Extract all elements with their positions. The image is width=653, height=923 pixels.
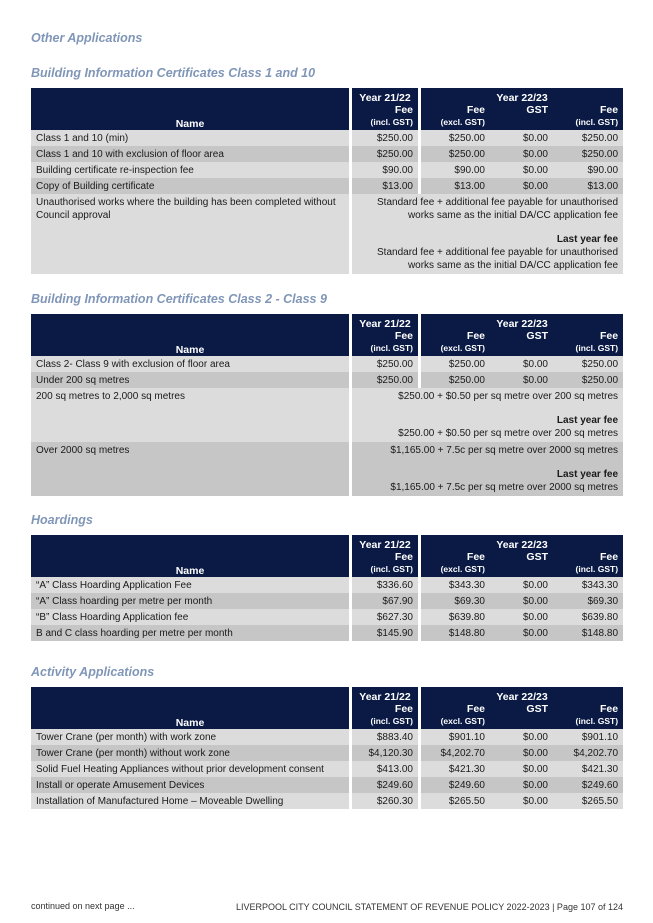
table-row <box>31 793 623 809</box>
row-fee21: $627.30 <box>349 609 418 625</box>
table-row <box>31 625 623 641</box>
row-fee21: $4,120.30 <box>349 745 418 761</box>
row-fee22-incl: $13.00 <box>553 178 623 194</box>
table-row-note <box>31 442 623 496</box>
column-header-fee22-excl: Fee (excl. GST) <box>418 330 490 356</box>
section-title: Building Information Certificates Class 1 and 10 <box>31 66 316 80</box>
table-row <box>31 745 623 761</box>
row-fee22-incl: $250.00 <box>553 146 623 162</box>
row-gst: $0.00 <box>490 162 553 178</box>
row-fee21: $90.00 <box>349 162 418 178</box>
row-fee22-excl: $343.30 <box>418 577 490 593</box>
column-header-fee21: Fee (incl. GST) <box>349 551 418 577</box>
column-header-fee22-incl: Fee (incl. GST) <box>553 330 623 356</box>
row-name: Building certificate re-inspection fee <box>31 162 349 178</box>
row-fee21: $250.00 <box>349 130 418 146</box>
row-fee-note <box>349 442 623 496</box>
column-header-name: Name <box>31 535 349 577</box>
row-fee21: $250.00 <box>349 146 418 162</box>
row-gst: $0.00 <box>490 593 553 609</box>
row-gst: $0.00 <box>490 745 553 761</box>
row-fee22-incl: $250.00 <box>553 372 623 388</box>
row-fee22-excl: $249.60 <box>418 777 490 793</box>
row-fee22-incl: $4,202.70 <box>553 745 623 761</box>
row-gst: $0.00 <box>490 625 553 641</box>
column-header-fee22-incl: Fee (incl. GST) <box>553 104 623 130</box>
row-gst: $0.00 <box>490 761 553 777</box>
row-name: Tower Crane (per month) with work zone <box>31 729 349 745</box>
row-fee21: $13.00 <box>349 178 418 194</box>
row-fee21: $336.60 <box>349 577 418 593</box>
row-fee21: $413.00 <box>349 761 418 777</box>
fee-table-class-1-10 <box>31 88 623 274</box>
table-row <box>31 729 623 745</box>
column-header-fee21: Fee (incl. GST) <box>349 330 418 356</box>
row-gst: $0.00 <box>490 178 553 194</box>
table-row <box>31 593 623 609</box>
row-fee21: $67.90 <box>349 593 418 609</box>
row-name: Class 2- Class 9 with exclusion of floor area <box>31 356 349 372</box>
row-fee22-incl: $901.10 <box>553 729 623 745</box>
section-activity-applications <box>31 665 154 679</box>
row-fee22-incl: $148.80 <box>553 625 623 641</box>
row-name: “A” Class hoarding per metre per month <box>31 593 349 609</box>
column-header-fee22-incl: Fee (incl. GST) <box>553 703 623 729</box>
row-name: Under 200 sq metres <box>31 372 349 388</box>
fee-table-hoardings <box>31 535 623 641</box>
row-gst: $0.00 <box>490 609 553 625</box>
row-fee22-incl: $639.80 <box>553 609 623 625</box>
fee-table-activity-applications <box>31 687 623 809</box>
last-year-fee-text: $250.00 + $0.50 per sq metre over 200 sq metres <box>398 428 619 439</box>
row-name: 200 sq metres to 2,000 sq metres <box>31 388 349 442</box>
section-hoardings <box>31 513 93 527</box>
column-header-fee22-excl: Fee (excl. GST) <box>418 104 490 130</box>
section-class-1-10 <box>31 66 315 80</box>
row-name: B and C class hoarding per metre per month <box>31 625 349 641</box>
table-row <box>31 761 623 777</box>
row-gst: $0.00 <box>490 577 553 593</box>
row-fee22-excl: $4,202.70 <box>418 745 490 761</box>
column-header-gst: GST <box>490 551 553 577</box>
row-fee22-excl: $250.00 <box>418 356 490 372</box>
row-fee22-incl: $90.00 <box>553 162 623 178</box>
row-fee22-excl: $13.00 <box>418 178 490 194</box>
fee-note-text: Standard fee + additional fee payable for unauthorised works same as the initial DA/CC application fee <box>377 197 619 221</box>
section-title: Activity Applications <box>31 665 155 679</box>
row-name: Install or operate Amusement Devices <box>31 777 349 793</box>
column-header-gst: GST <box>490 703 553 729</box>
row-fee22-excl: $250.00 <box>418 146 490 162</box>
row-gst: $0.00 <box>490 729 553 745</box>
column-header-gst: GST <box>490 330 553 356</box>
row-name: Unauthorised works where the building has been completed without Council approval <box>31 194 349 274</box>
row-name: “B” Class Hoarding Application fee <box>31 609 349 625</box>
last-year-fee-label: Last year fee <box>556 415 619 426</box>
row-fee22-excl: $90.00 <box>418 162 490 178</box>
fee-note-text: $250.00 + $0.50 per sq metre over 200 sq metres <box>398 391 619 402</box>
fee-note-text: $1,165.00 + 7.5c per sq metre over 2000 sq metres <box>390 445 619 456</box>
column-header-year22: Year 22/23 <box>418 314 623 330</box>
footer-continued-note: continued on next page ... <box>31 901 135 911</box>
table-row <box>31 777 623 793</box>
section-title: Building Information Certificates Class 2 - Class 9 <box>31 292 327 306</box>
row-fee22-incl: $250.00 <box>553 356 623 372</box>
table-row <box>31 609 623 625</box>
row-name: “A” Class Hoarding Application Fee <box>31 577 349 593</box>
row-fee22-excl: $421.30 <box>418 761 490 777</box>
row-fee21: $249.60 <box>349 777 418 793</box>
section-title: Hoardings <box>31 513 93 527</box>
row-name: Over 2000 sq metres <box>31 442 349 496</box>
row-gst: $0.00 <box>490 777 553 793</box>
column-header-fee22-excl: Fee (excl. GST) <box>418 551 490 577</box>
row-gst: $0.00 <box>490 130 553 146</box>
row-fee22-incl: $69.30 <box>553 593 623 609</box>
column-header-fee22-incl: Fee (incl. GST) <box>553 551 623 577</box>
row-name: Tower Crane (per month) without work zone <box>31 745 349 761</box>
column-header-year21: Year 21/22 <box>349 88 418 104</box>
column-header-fee21: Fee (incl. GST) <box>349 703 418 729</box>
column-header-fee21: Fee (incl. GST) <box>349 104 418 130</box>
column-header-year22: Year 22/23 <box>418 535 623 551</box>
last-year-fee-text: $1,165.00 + 7.5c per sq metre over 2000 sq metres <box>390 482 619 493</box>
row-name: Solid Fuel Heating Appliances without prior development consent <box>31 761 349 777</box>
last-year-fee-label: Last year fee <box>556 234 619 245</box>
column-header-year21: Year 21/22 <box>349 314 418 330</box>
row-fee22-excl: $639.80 <box>418 609 490 625</box>
column-header-year21: Year 21/22 <box>349 535 418 551</box>
row-fee22-excl: $148.80 <box>418 625 490 641</box>
column-header-gst: GST <box>490 104 553 130</box>
footer-page-info: LIVERPOOL CITY COUNCIL STATEMENT OF REVENUE POLICY 2022-2023 | Page 107 of 124 <box>236 902 623 912</box>
row-name: Class 1 and 10 (min) <box>31 130 349 146</box>
column-header-fee22-excl: Fee (excl. GST) <box>418 703 490 729</box>
row-fee22-incl: $250.00 <box>553 130 623 146</box>
table-row <box>31 146 623 162</box>
row-fee-note <box>349 388 623 442</box>
table-row <box>31 130 623 146</box>
table-row <box>31 577 623 593</box>
column-header-name: Name <box>31 314 349 356</box>
row-gst: $0.00 <box>490 146 553 162</box>
last-year-fee-text: Standard fee + additional fee payable for unauthorised works same as the initial DA/CC application fee <box>377 247 619 271</box>
table-row-note <box>31 194 623 274</box>
column-header-year21: Year 21/22 <box>349 687 418 703</box>
row-gst: $0.00 <box>490 372 553 388</box>
row-fee-note <box>349 194 623 274</box>
row-fee22-excl: $250.00 <box>418 130 490 146</box>
section-class-2-9 <box>31 292 327 306</box>
column-header-name: Name <box>31 88 349 130</box>
table-row <box>31 162 623 178</box>
row-fee22-excl: $250.00 <box>418 372 490 388</box>
column-header-year22: Year 22/23 <box>418 687 623 703</box>
last-year-fee-label: Last year fee <box>556 469 619 480</box>
table-row <box>31 356 623 372</box>
row-fee22-incl: $343.30 <box>553 577 623 593</box>
table-row <box>31 372 623 388</box>
column-header-name: Name <box>31 687 349 729</box>
row-fee22-incl: $421.30 <box>553 761 623 777</box>
row-fee22-excl: $901.10 <box>418 729 490 745</box>
row-name: Copy of Building certificate <box>31 178 349 194</box>
row-gst: $0.00 <box>490 356 553 372</box>
row-fee21: $260.30 <box>349 793 418 809</box>
row-fee21: $250.00 <box>349 372 418 388</box>
fee-table-class-2-9 <box>31 314 623 496</box>
row-name: Installation of Manufactured Home – Moveable Dwelling <box>31 793 349 809</box>
row-fee21: $250.00 <box>349 356 418 372</box>
row-fee21: $145.90 <box>349 625 418 641</box>
row-fee22-excl: $69.30 <box>418 593 490 609</box>
row-fee21: $883.40 <box>349 729 418 745</box>
row-fee22-excl: $265.50 <box>418 793 490 809</box>
column-header-year22: Year 22/23 <box>418 88 623 104</box>
table-row <box>31 178 623 194</box>
row-gst: $0.00 <box>490 793 553 809</box>
row-name: Class 1 and 10 with exclusion of floor area <box>31 146 349 162</box>
table-row-note <box>31 388 623 442</box>
page-heading: Other Applications <box>31 31 143 45</box>
row-fee22-incl: $249.60 <box>553 777 623 793</box>
row-fee22-incl: $265.50 <box>553 793 623 809</box>
